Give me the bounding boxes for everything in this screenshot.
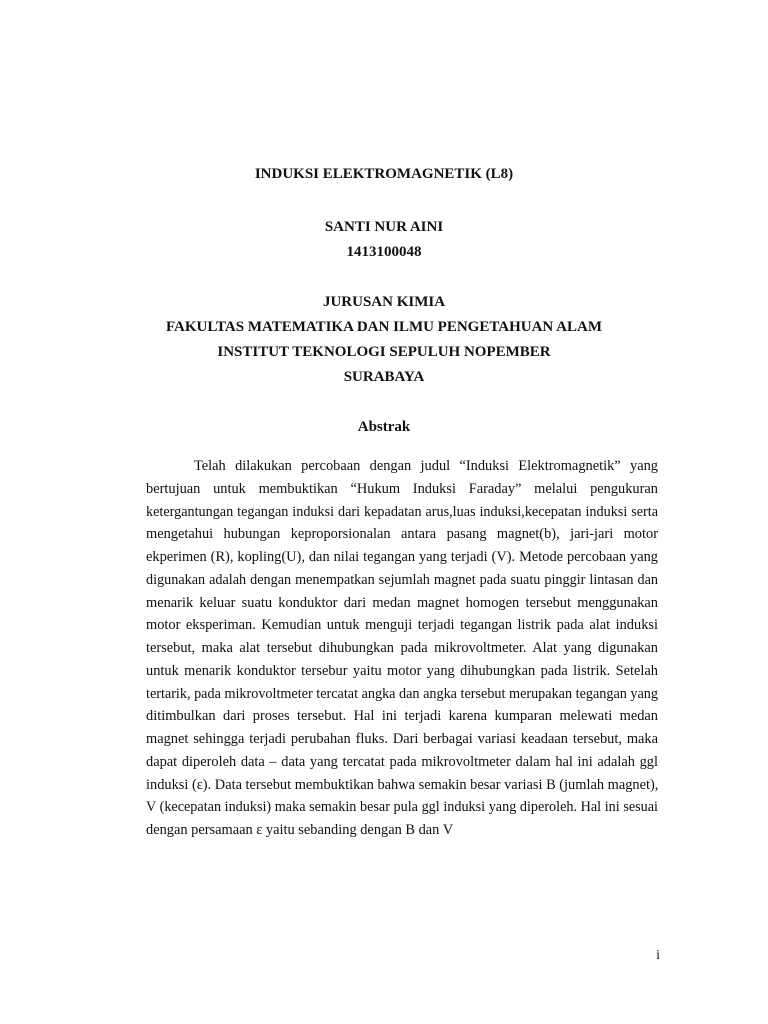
abstract-line: tersebut, maka alat tersebut dihubungkan pada mikrovoltmeter. Alat yang digunakan (146, 640, 658, 656)
department: JURUSAN KIMIA (322, 294, 446, 310)
abstract-line: digunakan adalah dengan menempatkan sejumlah magnet pada suatu pinggir lintasan dan (146, 571, 658, 588)
abstract-line: tertarik, pada mikrovoltmeter tercatat angka dan angka tersebut merupakan tegangan yang (146, 685, 658, 702)
city: SURABAYA (343, 369, 425, 385)
abstract-line: Telah dilakukan percobaan dengan judul “Induksi Elektromagnetik” yang (194, 458, 658, 474)
abstract-line: ekperimen (R), kopling(U), dan nilai tegangan yang terjadi (V). Metode percobaan yang (146, 549, 658, 565)
abstract-line: dengan persamaan ε yaitu sebanding dengan B dan V (146, 822, 454, 838)
abstract-line: bertujuan untuk membuktikan “Hukum Induksi Faraday” melalui pengukuran (146, 480, 658, 497)
abstract-body (146, 455, 658, 842)
author-name: SANTI NUR AINI (324, 219, 444, 235)
abstract-line: magnet sehingga terjadi perubahan fluks. Dari berbagai variasi keadaan tersebut, maka (146, 731, 658, 747)
abstract-heading: Abstrak (357, 419, 411, 435)
abstract-line: motor eksperiman. Kemudian untuk menguji terjadi tegangan listrik pada alat induksi (146, 617, 658, 634)
abstract-line: induksi (ε). Data tersebut membuktikan bahwa semakin besar variasi B (jumlah magnet), (146, 776, 659, 793)
affiliation-block (0, 290, 768, 390)
institute: INSTITUT TEKNOLOGI SEPULUH NOPEMBER (217, 344, 551, 360)
faculty: FAKULTAS MATEMATIKA DAN ILMU PENGETAHUAN ALAM (166, 319, 602, 335)
student-id: 1413100048 (346, 244, 422, 260)
abstract-line: mengetahui hubungan keproporsionalan antara pasang magnet(b), jari-jari motor (146, 526, 658, 543)
abstract-line: untuk menarik konduktor tersebur yaitu motor yang dihubungkan pada listrik. Setelah (146, 662, 658, 679)
abstract-line: ditimbulkan dari proses tersebut. Hal ini terjadi karena kumparan melewati medan (146, 708, 658, 725)
abstract-line: V (kecepatan induksi) maka semakin besar pula ggl induksi yang diperoleh. Hal ini sesuai (146, 799, 658, 816)
abstract-line: ketergantungan tegangan induksi dari kepadatan arus,luas induksi,kecepatan induksi serta (146, 503, 658, 520)
paper-title: INDUKSI ELEKTROMAGNETIK (L8) (254, 166, 514, 182)
abstract-line: menarik keluar suatu konduktor dari medan magnet homogen tersebut menggunakan (146, 594, 658, 611)
author-block (0, 215, 768, 265)
abstract-line: dapat diperoleh data – data yang tercatat pada mikrovoltmeter dalam hal ini adalah ggl (146, 753, 658, 770)
page-number: i (656, 948, 660, 963)
title-block (0, 162, 768, 187)
